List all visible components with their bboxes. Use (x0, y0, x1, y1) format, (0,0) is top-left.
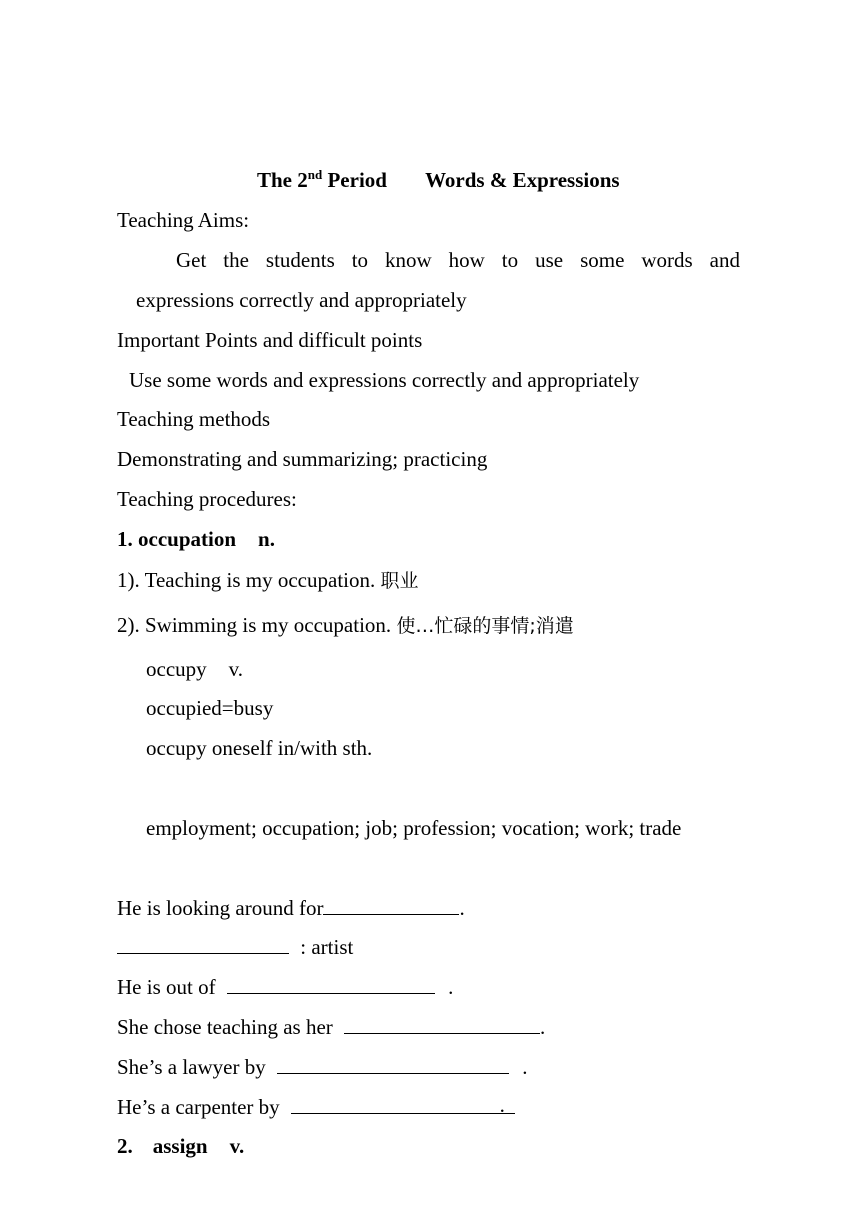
word2-pos: v. (229, 1134, 245, 1158)
word1-pos: n. (258, 527, 275, 551)
aims-line-2: expressions correctly and appropriately (136, 288, 467, 312)
aims-heading: Teaching Aims: (117, 208, 250, 232)
methods-text: Demonstrating and summarizing; practicing (117, 447, 488, 471)
exercise-6-blank[interactable]: . (291, 1095, 515, 1114)
word1-example-1-translation: 职业 (380, 570, 419, 592)
procedures-heading: Teaching procedures: (117, 487, 297, 511)
points-text: Use some words and expressions correctly and appropriately (129, 368, 640, 392)
word2-heading: 2. assign v. (117, 1134, 245, 1158)
synonyms-line: employment; occupation; job; profession; vocation; work; trade (146, 816, 682, 840)
exercise-1: He is looking around for . (117, 896, 465, 920)
occupy-line: occupy v. (146, 657, 244, 681)
occupy-oneself-line: occupy oneself in/with sth. (146, 736, 373, 760)
word1-heading: 1. occupation n. (117, 527, 275, 551)
word1-example-2-translation: 使…忙碌的事情;消遣 (396, 615, 574, 637)
title-topic: Words & Expressions (425, 168, 620, 192)
exercise-2: : artist (117, 935, 353, 959)
exercise-4: She chose teaching as her . (117, 1015, 546, 1039)
word1-example-1: 1). Teaching is my occupation. 职业 (117, 568, 419, 592)
title-superscript: nd (307, 167, 323, 182)
occupied-line: occupied=busy (146, 696, 274, 720)
exercise-3-blank[interactable] (227, 975, 435, 994)
exercise-4-blank[interactable] (344, 1015, 540, 1034)
exercise-1-blank[interactable] (323, 896, 459, 915)
exercise-5-blank[interactable] (277, 1055, 509, 1074)
aims-line-1: Get the students to know how to use some words and (176, 248, 740, 272)
page-title: The 2nd Period Words & Expressions (257, 167, 620, 192)
methods-heading: Teaching methods (117, 407, 271, 431)
exercise-2-blank[interactable] (117, 935, 289, 954)
points-heading: Important Points and difficult points (117, 328, 423, 352)
exercise-5: She’s a lawyer by . (117, 1055, 528, 1079)
exercise-6: He’s a carpenter by . (117, 1095, 515, 1119)
word2-word: assign (152, 1134, 208, 1158)
word1-example-2: 2). Swimming is my occupation. 使…忙碌的事情;消遣 (117, 613, 574, 637)
exercise-3: He is out of . (117, 975, 454, 999)
